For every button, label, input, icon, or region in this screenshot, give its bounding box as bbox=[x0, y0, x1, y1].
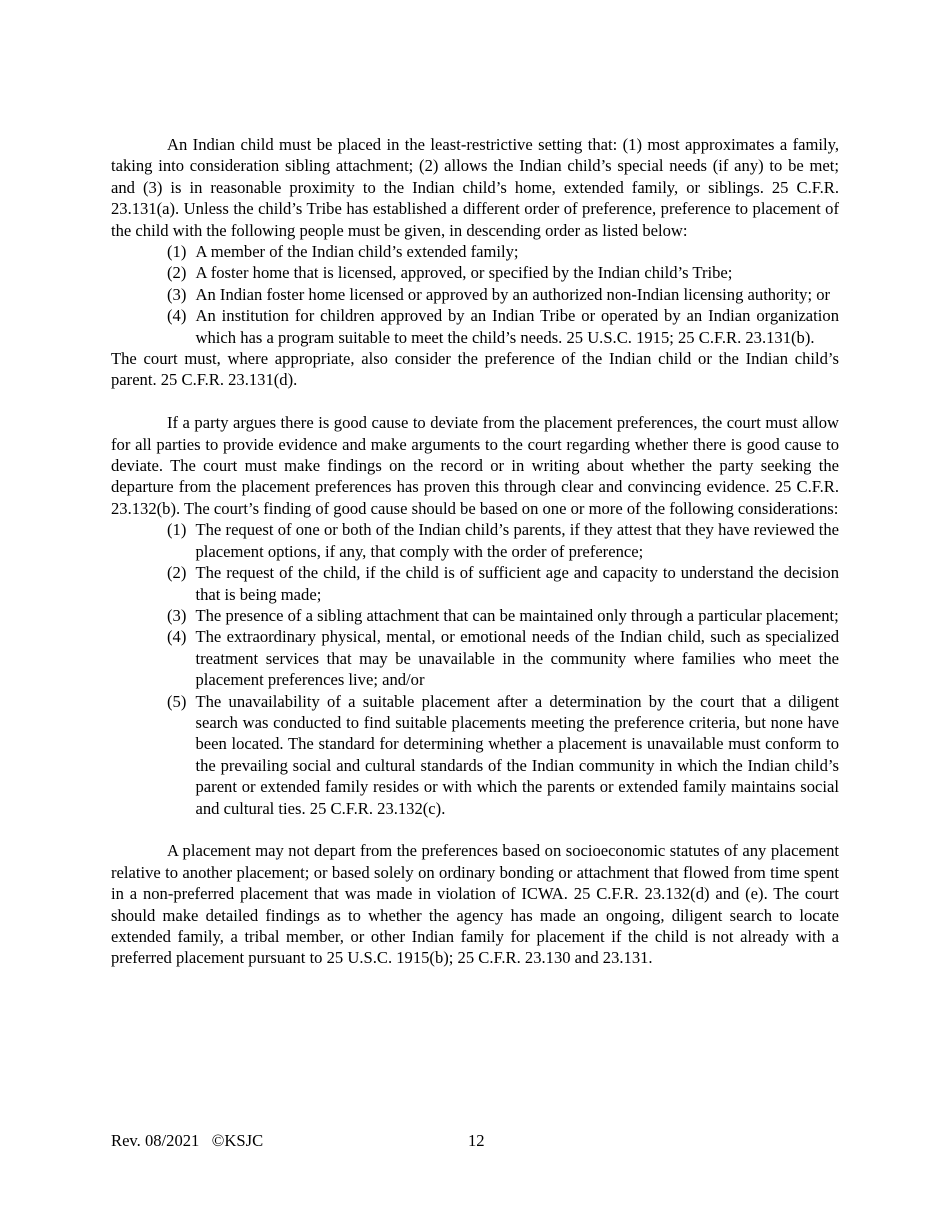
paragraph-spacer bbox=[111, 391, 839, 412]
list-item-number: (3) bbox=[167, 284, 187, 304]
list-item-text: A member of the Indian child’s extended family; bbox=[195, 242, 519, 262]
list-item-number: (5) bbox=[167, 691, 187, 711]
good-cause-considerations-list bbox=[111, 519, 839, 819]
list-item-text: The request of one or both of the Indian child’s parents, if they attest that they have reviewed the placement options, if any, that comply with the order of preference; bbox=[195, 520, 839, 561]
list-item bbox=[167, 262, 839, 283]
list-item bbox=[167, 284, 839, 305]
list-item-number: (2) bbox=[167, 563, 187, 583]
list-item-number: (1) bbox=[167, 520, 187, 540]
list-item-text: An Indian foster home licensed or approved by an authorized non-Indian licensing authority; or bbox=[195, 284, 831, 304]
list-item bbox=[167, 305, 839, 348]
revision-label: Rev. 08/2021 ©KSJC bbox=[111, 1131, 264, 1150]
list-item bbox=[167, 519, 839, 562]
list-item-text: The extraordinary physical, mental, or emotional needs of the Indian child, such as specialized treatment services that may be unavailable in the community where families who meet the placement preferences live; and/or bbox=[195, 627, 839, 690]
page-number: 12 bbox=[468, 1131, 485, 1150]
placement-setting-paragraph: An Indian child must be placed in the least-restrictive setting that: (1) most approximates a family, taking into consideration sibling attachment; (2) allows the Indian child’s special needs (if any) to be met; and (3) is in reasonable proximity to the Indian child’s home, extended family, or siblings. 25 C.F.R. 23.131(a). Unless the child’s Tribe has established a different order of preference, preference to placement of the child with the following people must be given, in descending order as listed below: bbox=[111, 135, 839, 240]
list-item-number: (4) bbox=[167, 627, 187, 647]
good-cause-paragraph: If a party argues there is good cause to deviate from the placement preferences, the court must allow for all parties to provide evidence and make arguments to the court regarding whether there is good cause to deviate. The court must make findings on the record or in writing about whether the party seeking the departure from the placement preferences has proven this through clear and convincing evidence. 25 C.F.R. 23.132(b). The court’s finding of good cause should be based on one or more of the following considerations: bbox=[111, 413, 839, 518]
list-item-text: The unavailability of a suitable placement after a determination by the court that a diligent search was conducted to find suitable placements meeting the preference criteria, but none have been located. The standard for determining whether a placement is unavailable must conform to the prevailing social and cultural standards of the Indian community in which the Indian child’s parent or extended family resides or with which the parents or extended family maintains social and cultural ties. 25 C.F.R. 23.132(c). bbox=[195, 691, 839, 818]
list-item-number: (4) bbox=[167, 306, 187, 326]
list-item bbox=[167, 562, 839, 605]
list-item-text: An institution for children approved by an Indian Tribe or operated by an Indian organization which has a program suitable to meet the child’s needs. 25 U.S.C. 1915; 25 C.F.R. 23.131(b). bbox=[195, 306, 839, 347]
placement-departure-paragraph: A placement may not depart from the preferences based on socioeconomic statutes of any placement relative to another placement; or based solely on ordinary bonding or attachment that flowed from time spent in a non-preferred placement that was made in violation of ICWA. 25 C.F.R. 23.132(d) and (e). The court should make detailed findings as to whether the agency has made an ongoing, diligent search to locate extended family, a tribal member, or other Indian family for placement if the child is not already with a preferred placement pursuant to 25 U.S.C. 1915(b); 25 C.F.R. 23.130 and 23.131. bbox=[111, 841, 839, 968]
list-item-number: (1) bbox=[167, 242, 187, 262]
list-item bbox=[167, 626, 839, 690]
placement-preference-list bbox=[111, 241, 839, 348]
document-page bbox=[111, 134, 839, 969]
paragraph-spacer bbox=[111, 819, 839, 840]
list-item-text: The presence of a sibling attachment that can be maintained only through a particular placement; bbox=[195, 605, 839, 625]
list-item-number: (2) bbox=[167, 263, 187, 283]
list-item-number: (3) bbox=[167, 605, 187, 625]
preference-consideration-paragraph: The court must, where appropriate, also consider the preference of the Indian child or the Indian child’s parent. 25 C.F.R. 23.131(d). bbox=[111, 349, 839, 390]
list-item bbox=[167, 605, 839, 626]
list-item bbox=[167, 241, 839, 262]
list-item bbox=[167, 691, 839, 819]
list-item-text: A foster home that is licensed, approved, or specified by the Indian child’s Tribe; bbox=[195, 263, 733, 283]
list-item-text: The request of the child, if the child is of sufficient age and capacity to understand the decision that is being made; bbox=[195, 563, 839, 604]
